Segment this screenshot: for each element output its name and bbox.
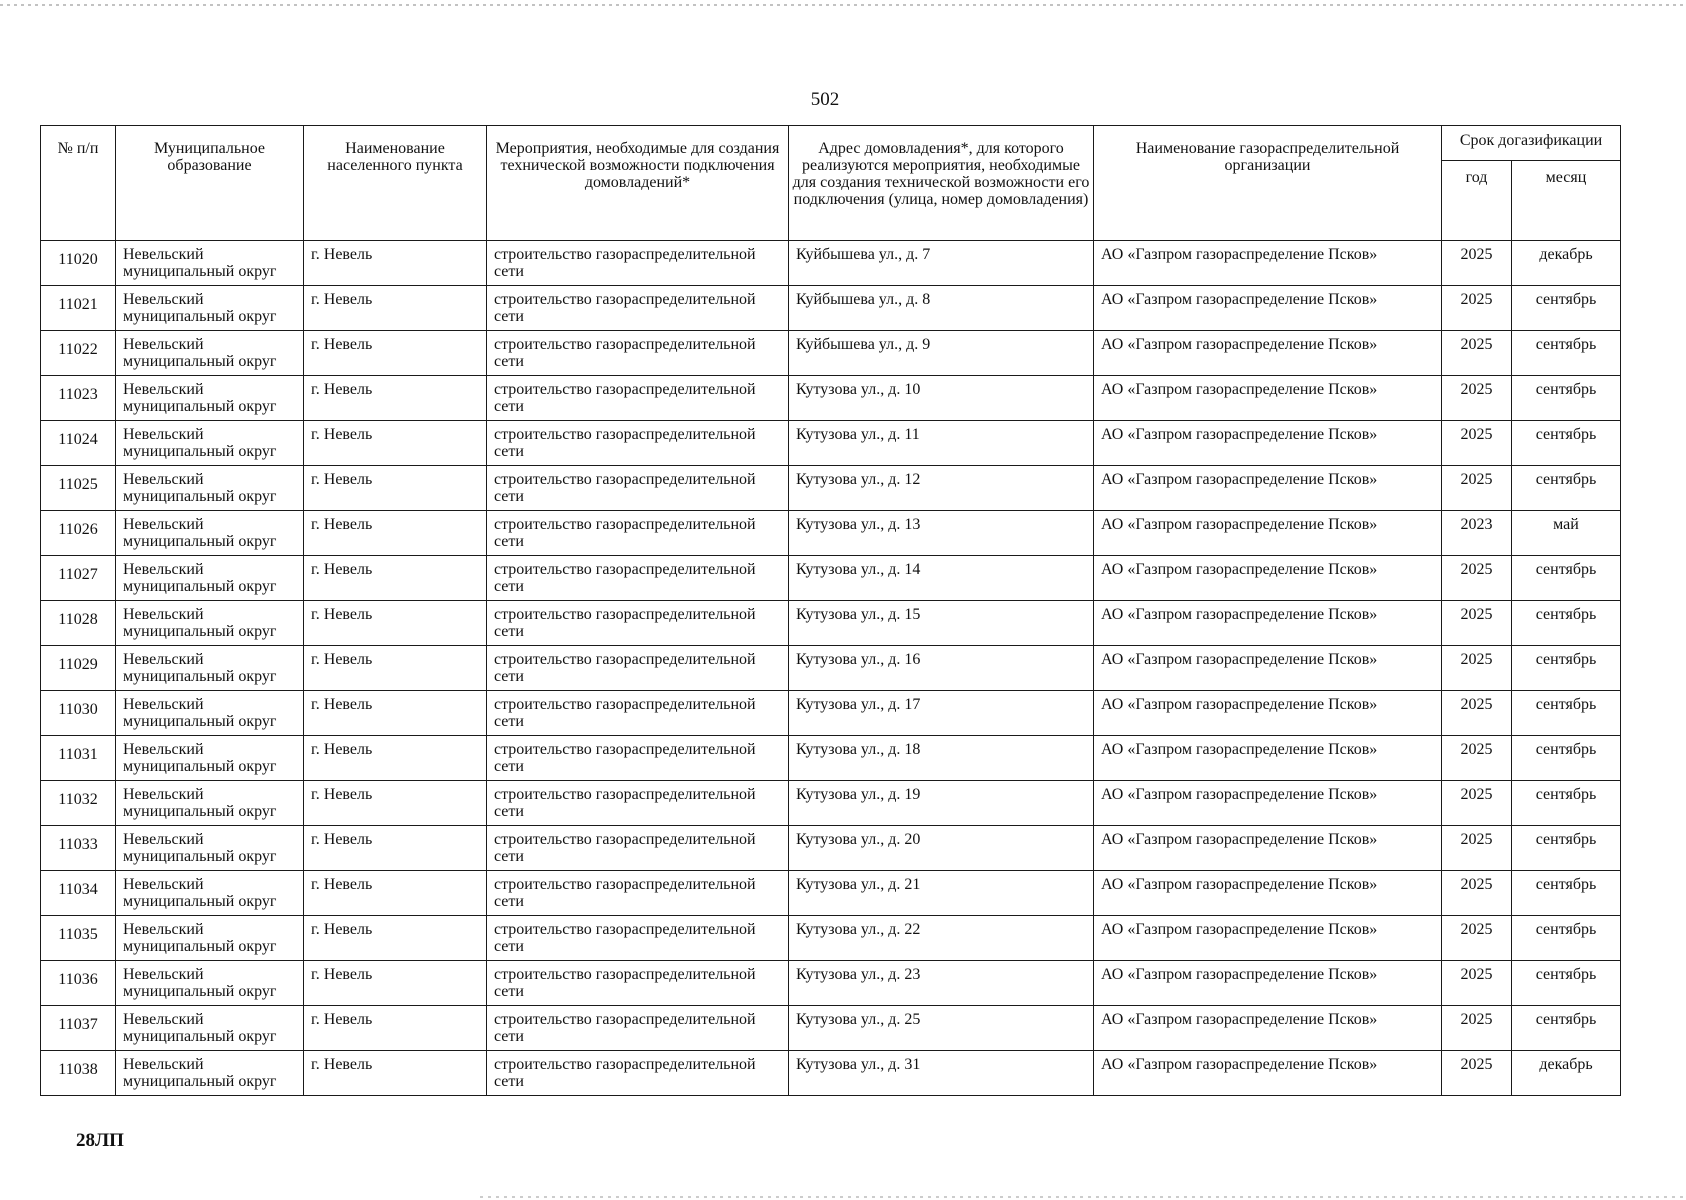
month-cell: сентябрь <box>1512 1006 1621 1051</box>
row-number: 11022 <box>41 331 116 376</box>
org-cell: АО «Газпром газораспределение Псков» <box>1094 331 1442 376</box>
row-number: 11024 <box>41 421 116 466</box>
month-cell: сентябрь <box>1512 331 1621 376</box>
month-cell: сентябрь <box>1512 646 1621 691</box>
table-row <box>41 601 1621 646</box>
municipality-cell: Невельский муниципальный округ <box>116 1006 304 1051</box>
table-row <box>41 1006 1621 1051</box>
month-cell: сентябрь <box>1512 691 1621 736</box>
measures-cell: строительство газораспределительной сети <box>487 241 789 286</box>
table-body <box>41 241 1621 1096</box>
month-cell: сентябрь <box>1512 376 1621 421</box>
settlement-cell: г. Невель <box>304 466 487 511</box>
settlement-cell: г. Невель <box>304 331 487 376</box>
year-cell: 2025 <box>1442 961 1512 1006</box>
address-cell: Кутузова ул., д. 13 <box>789 511 1094 556</box>
address-cell: Кутузова ул., д. 18 <box>789 736 1094 781</box>
org-cell: АО «Газпром газораспределение Псков» <box>1094 781 1442 826</box>
col-header-num: № п/п <box>41 126 116 241</box>
settlement-cell: г. Невель <box>304 691 487 736</box>
table-row <box>41 961 1621 1006</box>
org-cell: АО «Газпром газораспределение Псков» <box>1094 916 1442 961</box>
municipality-cell: Невельский муниципальный округ <box>116 331 304 376</box>
municipality-cell: Невельский муниципальный округ <box>116 961 304 1006</box>
col-header-measures: Мероприятия, необходимые для создания технической возможности подключения домовладений* <box>487 126 789 241</box>
settlement-cell: г. Невель <box>304 871 487 916</box>
table-row <box>41 556 1621 601</box>
year-cell: 2025 <box>1442 826 1512 871</box>
table-row <box>41 376 1621 421</box>
scan-edge-bottom <box>480 1196 1686 1198</box>
measures-cell: строительство газораспределительной сети <box>487 331 789 376</box>
year-cell: 2025 <box>1442 601 1512 646</box>
measures-cell: строительство газораспределительной сети <box>487 826 789 871</box>
municipality-cell: Невельский муниципальный округ <box>116 556 304 601</box>
col-header-srok: Срок догазификации <box>1442 126 1621 161</box>
month-cell: сентябрь <box>1512 736 1621 781</box>
row-number: 11034 <box>41 871 116 916</box>
measures-cell: строительство газораспределительной сети <box>487 421 789 466</box>
row-number: 11036 <box>41 961 116 1006</box>
address-cell: Кутузова ул., д. 20 <box>789 826 1094 871</box>
measures-cell: строительство газораспределительной сети <box>487 916 789 961</box>
row-number: 11029 <box>41 646 116 691</box>
address-cell: Кутузова ул., д. 15 <box>789 601 1094 646</box>
org-cell: АО «Газпром газораспределение Псков» <box>1094 601 1442 646</box>
municipality-cell: Невельский муниципальный округ <box>116 466 304 511</box>
org-cell: АО «Газпром газораспределение Псков» <box>1094 646 1442 691</box>
table-row <box>41 511 1621 556</box>
col-header-month: месяц <box>1512 161 1621 241</box>
address-cell: Кутузова ул., д. 17 <box>789 691 1094 736</box>
month-cell: сентябрь <box>1512 826 1621 871</box>
month-cell: декабрь <box>1512 241 1621 286</box>
measures-cell: строительство газораспределительной сети <box>487 781 789 826</box>
year-cell: 2025 <box>1442 871 1512 916</box>
month-cell: сентябрь <box>1512 781 1621 826</box>
settlement-cell: г. Невель <box>304 421 487 466</box>
measures-cell: строительство газораспределительной сети <box>487 556 789 601</box>
municipality-cell: Невельский муниципальный округ <box>116 691 304 736</box>
municipality-cell: Невельский муниципальный округ <box>116 916 304 961</box>
month-cell: сентябрь <box>1512 556 1621 601</box>
settlement-cell: г. Невель <box>304 556 487 601</box>
year-cell: 2025 <box>1442 691 1512 736</box>
row-number: 11035 <box>41 916 116 961</box>
row-number: 11037 <box>41 1006 116 1051</box>
measures-cell: строительство газораспределительной сети <box>487 1006 789 1051</box>
year-cell: 2025 <box>1442 421 1512 466</box>
org-cell: АО «Газпром газораспределение Псков» <box>1094 421 1442 466</box>
org-cell: АО «Газпром газораспределение Псков» <box>1094 511 1442 556</box>
month-cell: декабрь <box>1512 1051 1621 1096</box>
row-number: 11030 <box>41 691 116 736</box>
address-cell: Куйбышева ул., д. 8 <box>789 286 1094 331</box>
month-cell: сентябрь <box>1512 601 1621 646</box>
settlement-cell: г. Невель <box>304 646 487 691</box>
measures-cell: строительство газораспределительной сети <box>487 511 789 556</box>
settlement-cell: г. Невель <box>304 826 487 871</box>
org-cell: АО «Газпром газораспределение Псков» <box>1094 1006 1442 1051</box>
municipality-cell: Невельский муниципальный округ <box>116 871 304 916</box>
gasification-table <box>40 125 1621 1096</box>
table-row <box>41 1051 1621 1096</box>
table-row <box>41 286 1621 331</box>
measures-cell: строительство газораспределительной сети <box>487 871 789 916</box>
table-row <box>41 871 1621 916</box>
org-cell: АО «Газпром газораспределение Псков» <box>1094 1051 1442 1096</box>
year-cell: 2025 <box>1442 466 1512 511</box>
table-row <box>41 691 1621 736</box>
year-cell: 2025 <box>1442 376 1512 421</box>
address-cell: Кутузова ул., д. 10 <box>789 376 1094 421</box>
municipality-cell: Невельский муниципальный округ <box>116 646 304 691</box>
municipality-cell: Невельский муниципальный округ <box>116 421 304 466</box>
address-cell: Кутузова ул., д. 14 <box>789 556 1094 601</box>
row-number: 11033 <box>41 826 116 871</box>
month-cell: сентябрь <box>1512 466 1621 511</box>
scan-edge-top <box>0 4 1686 6</box>
org-cell: АО «Газпром газораспределение Псков» <box>1094 871 1442 916</box>
address-cell: Кутузова ул., д. 25 <box>789 1006 1094 1051</box>
year-cell: 2025 <box>1442 781 1512 826</box>
settlement-cell: г. Невель <box>304 736 487 781</box>
address-cell: Кутузова ул., д. 22 <box>789 916 1094 961</box>
settlement-cell: г. Невель <box>304 781 487 826</box>
measures-cell: строительство газораспределительной сети <box>487 601 789 646</box>
table-row <box>41 826 1621 871</box>
table-row <box>41 736 1621 781</box>
table-row <box>41 241 1621 286</box>
address-cell: Кутузова ул., д. 11 <box>789 421 1094 466</box>
col-header-settlement: Наименование населенного пункта <box>304 126 487 241</box>
measures-cell: строительство газораспределительной сети <box>487 736 789 781</box>
address-cell: Кутузова ул., д. 31 <box>789 1051 1094 1096</box>
org-cell: АО «Газпром газораспределение Псков» <box>1094 736 1442 781</box>
row-number: 11020 <box>41 241 116 286</box>
row-number: 11025 <box>41 466 116 511</box>
row-number: 11027 <box>41 556 116 601</box>
year-cell: 2025 <box>1442 916 1512 961</box>
month-cell: май <box>1512 511 1621 556</box>
municipality-cell: Невельский муниципальный округ <box>116 601 304 646</box>
municipality-cell: Невельский муниципальный округ <box>116 241 304 286</box>
table-row <box>41 421 1621 466</box>
table-row <box>41 781 1621 826</box>
address-cell: Кутузова ул., д. 19 <box>789 781 1094 826</box>
col-header-year: год <box>1442 161 1512 241</box>
address-cell: Кутузова ул., д. 23 <box>789 961 1094 1006</box>
row-number: 11028 <box>41 601 116 646</box>
month-cell: сентябрь <box>1512 961 1621 1006</box>
month-cell: сентябрь <box>1512 871 1621 916</box>
settlement-cell: г. Невель <box>304 1006 487 1051</box>
settlement-cell: г. Невель <box>304 961 487 1006</box>
table-row <box>41 466 1621 511</box>
settlement-cell: г. Невель <box>304 241 487 286</box>
measures-cell: строительство газораспределительной сети <box>487 1051 789 1096</box>
org-cell: АО «Газпром газораспределение Псков» <box>1094 826 1442 871</box>
settlement-cell: г. Невель <box>304 1051 487 1096</box>
org-cell: АО «Газпром газораспределение Псков» <box>1094 376 1442 421</box>
col-header-address: Адрес домовладения*, для которого реализуются мероприятия, необходимые для создания технической возможности его подключения (улица, номер домовладения) <box>789 126 1094 241</box>
year-cell: 2025 <box>1442 1006 1512 1051</box>
municipality-cell: Невельский муниципальный округ <box>116 781 304 826</box>
row-number: 11031 <box>41 736 116 781</box>
measures-cell: строительство газораспределительной сети <box>487 961 789 1006</box>
footer-code: 28ЛП <box>76 1130 124 1151</box>
year-cell: 2025 <box>1442 1051 1512 1096</box>
row-number: 11021 <box>41 286 116 331</box>
row-number: 11023 <box>41 376 116 421</box>
row-number: 11038 <box>41 1051 116 1096</box>
org-cell: АО «Газпром газораспределение Псков» <box>1094 286 1442 331</box>
month-cell: сентябрь <box>1512 286 1621 331</box>
year-cell: 2025 <box>1442 331 1512 376</box>
measures-cell: строительство газораспределительной сети <box>487 376 789 421</box>
measures-cell: строительство газораспределительной сети <box>487 286 789 331</box>
table-row <box>41 916 1621 961</box>
measures-cell: строительство газораспределительной сети <box>487 466 789 511</box>
year-cell: 2025 <box>1442 646 1512 691</box>
year-cell: 2025 <box>1442 556 1512 601</box>
org-cell: АО «Газпром газораспределение Псков» <box>1094 961 1442 1006</box>
row-number: 11032 <box>41 781 116 826</box>
org-cell: АО «Газпром газораспределение Псков» <box>1094 556 1442 601</box>
year-cell: 2025 <box>1442 286 1512 331</box>
measures-cell: строительство газораспределительной сети <box>487 646 789 691</box>
settlement-cell: г. Невель <box>304 511 487 556</box>
settlement-cell: г. Невель <box>304 601 487 646</box>
municipality-cell: Невельский муниципальный округ <box>116 376 304 421</box>
page-number: 502 <box>810 89 840 110</box>
table-row <box>41 331 1621 376</box>
address-cell: Кутузова ул., д. 21 <box>789 871 1094 916</box>
year-cell: 2025 <box>1442 241 1512 286</box>
address-cell: Куйбышева ул., д. 9 <box>789 331 1094 376</box>
row-number: 11026 <box>41 511 116 556</box>
address-cell: Кутузова ул., д. 16 <box>789 646 1094 691</box>
settlement-cell: г. Невель <box>304 286 487 331</box>
col-header-org: Наименование газораспределительной организации <box>1094 126 1442 241</box>
municipality-cell: Невельский муниципальный округ <box>116 286 304 331</box>
address-cell: Кутузова ул., д. 12 <box>789 466 1094 511</box>
settlement-cell: г. Невель <box>304 376 487 421</box>
address-cell: Куйбышева ул., д. 7 <box>789 241 1094 286</box>
month-cell: сентябрь <box>1512 421 1621 466</box>
measures-cell: строительство газораспределительной сети <box>487 691 789 736</box>
year-cell: 2023 <box>1442 511 1512 556</box>
year-cell: 2025 <box>1442 736 1512 781</box>
org-cell: АО «Газпром газораспределение Псков» <box>1094 466 1442 511</box>
municipality-cell: Невельский муниципальный округ <box>116 1051 304 1096</box>
municipality-cell: Невельский муниципальный округ <box>116 826 304 871</box>
table-row <box>41 646 1621 691</box>
settlement-cell: г. Невель <box>304 916 487 961</box>
municipality-cell: Невельский муниципальный округ <box>116 736 304 781</box>
month-cell: сентябрь <box>1512 916 1621 961</box>
municipality-cell: Невельский муниципальный округ <box>116 511 304 556</box>
org-cell: АО «Газпром газораспределение Псков» <box>1094 241 1442 286</box>
org-cell: АО «Газпром газораспределение Псков» <box>1094 691 1442 736</box>
col-header-municipality: Муниципальное образование <box>116 126 304 241</box>
